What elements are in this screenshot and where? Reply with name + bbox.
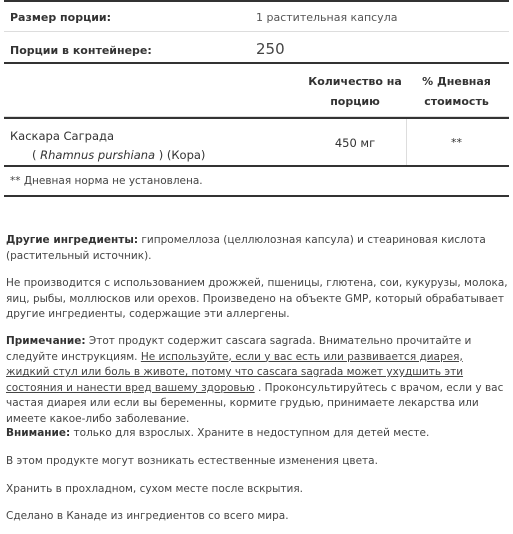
supplement-facts-table xyxy=(4,0,509,197)
ingredient-latin-name: Rhamnus purshiana xyxy=(40,148,156,162)
serving-size-label: Размер порции: xyxy=(10,11,112,24)
allergen-statement: Не производится с использованием дрожжей, пшеницы, глютена, сои, кукурузы, молока, яиц, рыбы, моллюсков или орехов. Произведено на объекте GMP, который обрабатывает другие ингредиенты, содержащие эти аллергены. xyxy=(6,277,508,320)
ingredient-source: ( Rhamnus purshiana ) (Кора) xyxy=(32,148,206,162)
other-ingredients-label: Другие ингредиенты: xyxy=(6,234,139,246)
warning-label: Внимание: xyxy=(6,427,71,439)
color-variation-note: В этом продукте могут возникать естественные изменения цвета. xyxy=(6,455,378,467)
note-paragraph: Примечание: Этот продукт содержит cascara sagrada. Внимательно прочитайте и следуйте инструкциям. Не используйте, если у вас есть или развивается диарея, жидкий стул или боль в животе, потому что cascara sagrada может ухудшить эти состояния и нанести вред вашему здоровью . Проконсультируйтесь с врачом, если у вас частая диарея или если вы беременны, кормите грудью, принимаете лекарства или имеете какое-либо заболевание. xyxy=(6,335,504,425)
origin-statement: Сделано в Канаде из ингредиентов со всего мира. xyxy=(6,510,289,522)
serving-size-row xyxy=(4,2,509,32)
ingredient-daily-value: ** xyxy=(451,136,462,149)
amount-per-serving-header: Количество на порцию xyxy=(308,75,402,108)
note-label: Примечание: xyxy=(6,335,86,347)
table-header-row xyxy=(4,64,509,117)
storage-instructions: Хранить в прохладном, сухом месте после вскрытия. xyxy=(6,483,303,495)
note-warning-underlined: Не используйте, если у вас есть или развивается диарея, жидкий стул или боль в животе, потому что cascara sagrada может ухудшить эти состояния и нанести вред вашему здоровью xyxy=(6,350,464,394)
other-ingredients: Другие ингредиенты: гипромеллоза (целлюлозная капсула) и стеариновая кислота (растительный источник). xyxy=(6,234,486,262)
footnote-row xyxy=(4,167,509,197)
column-divider xyxy=(406,119,407,165)
servings-value: 250 xyxy=(256,40,285,58)
warning-paragraph: Внимание: только для взрослых. Храните в недоступном для детей месте. xyxy=(6,427,430,439)
daily-value-header: % Дневная стоимость xyxy=(422,75,491,108)
servings-label: Порции в контейнере: xyxy=(10,44,152,57)
daily-value-footnote: ** Дневная норма не установлена. xyxy=(10,175,203,187)
ingredient-row xyxy=(4,117,509,167)
ingredient-name: Каскара Саграда xyxy=(10,129,114,143)
ingredient-amount: 450 мг xyxy=(334,136,376,150)
serving-size-value: 1 растительная капсула xyxy=(256,11,398,24)
servings-per-container-row xyxy=(4,32,509,64)
